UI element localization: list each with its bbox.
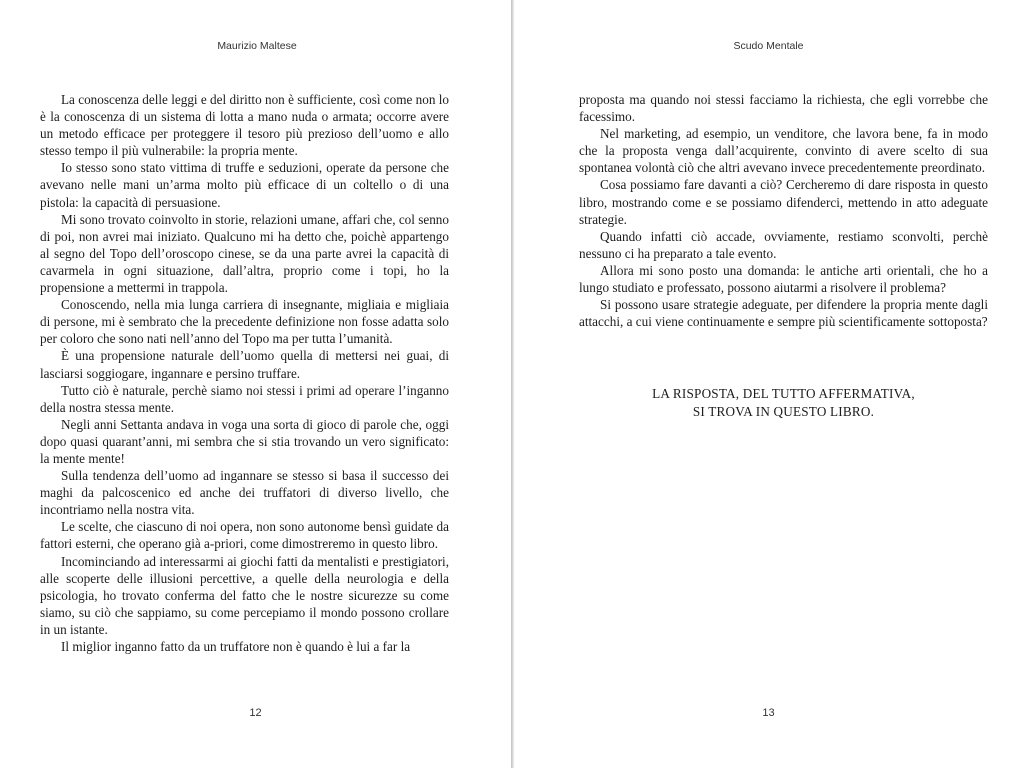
- page-number-left: 12: [249, 707, 262, 719]
- paragraph: Il miglior inganno fatto da un truffatore non è quando è lui a far la: [61, 639, 411, 654]
- paragraph-continuation: proposta ma quando noi stessi facciamo la richiesta, che egli vorrebbe che facessimo.: [579, 92, 988, 125]
- left-page: [0, 0, 511, 768]
- paragraph: La conoscenza delle leggi e del diritto non è sufficiente, così come non lo è la conoscenza di un sistema di lotta a mano nuda o armata; occorre avere un metodo efficace per proteggere il tesoro più prezioso dell’uomo e allo stesso tempo il più vulnerabile: la propria mente.: [40, 92, 449, 159]
- paragraph: Nel marketing, ad esempio, un venditore, che lavora bene, fa in modo che la proposta venga dall’acquirente, convinto di avere scelto di sua spontanea volontà ciò che altri avevano invece precedentemente preordinato.: [579, 126, 988, 176]
- right-page: [514, 0, 1023, 768]
- paragraph: Mi sono trovato coinvolto in storie, relazioni umane, affari che, col senno di poi, non avrei mai iniziato. Qualcuno mi ha detto che, poichè appartengo al segno del Topo dell’oroscopo cinese, se da una parte avrei la capacità di cavarmela in ogni situazione, dall’altra, proprio come i topi, ho la propensione a mettermi in trappola.: [40, 211, 449, 296]
- right-page-body: [579, 91, 988, 330]
- paragraph: Cosa possiamo fare davanti a ciò? Cercheremo di dare risposta in questo libro, mostrando come e se possiamo difenderci, mettendo in atto adeguate strategie.: [579, 177, 988, 227]
- running-head-author: Maurizio Maltese: [217, 40, 297, 52]
- paragraph: Le scelte, che ciascuno di noi opera, non sono autonome bensì guidate da fattori esterni, che operano già a-priori, come dimostreremo in questo libro.: [40, 519, 449, 552]
- paragraph: Incominciando ad interessarmi ai giochi fatti da mentalisti e prestigiatori, alle scoperte delle illusioni percettive, a quelle della neurologia e della psicologia, ho trovato conferma del fatto che le nostre sicurezze su come siamo, su ciò che sappiamo, su come percepiamo il mondo possono crollare in un istante.: [40, 553, 449, 637]
- closing-line-1: LA RISPOSTA, DEL TUTTO AFFERMATIVA,: [652, 386, 915, 401]
- paragraph: Si possono usare strategie adeguate, per difendere la propria mente dagli attacchi, a cui viene continuamente e sempre più scientificamente sottoposta?: [579, 297, 988, 330]
- paragraph: Tutto ciò è naturale, perchè siamo noi stessi i primi ad operare l’inganno della nostra stessa mente.: [40, 382, 449, 415]
- closing-statement: [579, 385, 988, 420]
- running-head-title: Scudo Mentale: [733, 40, 804, 52]
- paragraph: Io stesso sono stato vittima di truffe e seduzioni, operate da persone che avevano nelle mani un’arma molto più efficace di un coltello o di una pistola: la capacità di persuasione.: [40, 160, 449, 210]
- paragraph: Quando infatti ciò accade, ovviamente, restiamo sconvolti, perchè nessuno ci ha preparato a tale evento.: [579, 228, 988, 261]
- paragraph: Negli anni Settanta andava in voga una sorta di gioco di parole che, oggi dopo quasi quarant’anni, mi sembra che si stia trovando un vero significato: la mente mente!: [40, 416, 449, 466]
- left-page-body: [40, 91, 449, 655]
- paragraph: Allora mi sono posto una domanda: le antiche arti orientali, che ho a lungo studiato e professato, possono aiutarmi a risolvere il problema?: [579, 262, 988, 296]
- closing-line-2: SI TROVA IN QUESTO LIBRO.: [692, 403, 875, 419]
- page-number-right: 13: [762, 707, 775, 719]
- paragraph: Conoscendo, nella mia lunga carriera di insegnante, migliaia e migliaia di persone, mi è sembrato che la precedente definizione non fosse adatta solo per coloro che sono nati nell’anno del Topo ma per tutta l’umanità.: [40, 297, 449, 347]
- paragraph: Sulla tendenza dell’uomo ad ingannare se stesso si basa il successo dei maghi da palcoscenico ed anche dei truffatori di diverso livello, che incontriamo nella nostra vita.: [40, 468, 449, 518]
- paragraph: È una propensione naturale dell’uomo quella di mettersi nei guai, di lasciarsi soggiogare, ingannare e persino truffare.: [40, 348, 449, 381]
